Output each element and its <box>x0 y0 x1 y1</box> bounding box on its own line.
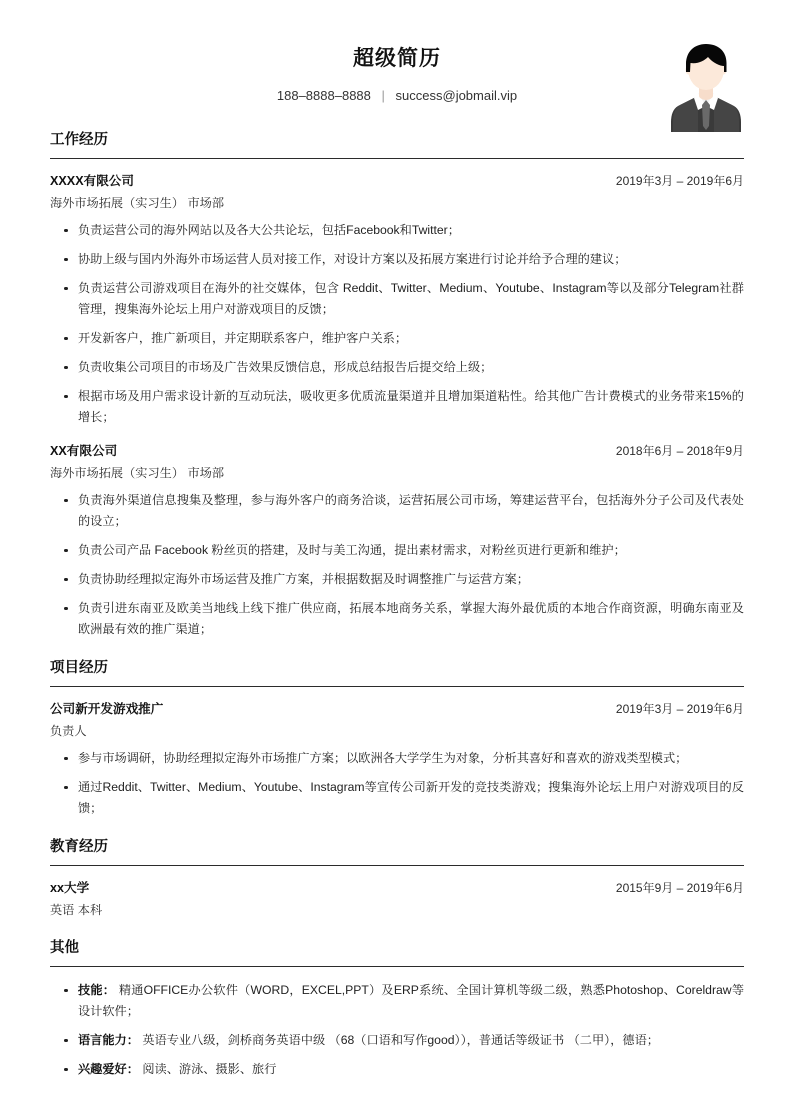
entry-major-degree: 英语 本科 <box>50 903 103 917</box>
education-entry <box>50 879 744 920</box>
section-divider <box>50 966 744 967</box>
list-item: 负责运营公司游戏项目在海外的社交媒体，包含 Reddit、Twitter、Medium、Youtube、Instagram等以及部分Telegram社群管理，搜集海外论坛上用户对游戏项目的反馈； <box>50 278 744 320</box>
section-education <box>50 837 744 920</box>
entry-date-range: 2015年9月 – 2019年6月 <box>615 881 744 895</box>
entry-role: 海外市场拓展（实习生） 市场部 <box>50 196 225 210</box>
person-avatar-icon <box>668 36 744 132</box>
entry-organization: XX有限公司 <box>50 444 118 458</box>
contact-line <box>140 87 654 105</box>
resume-content <box>0 130 794 1080</box>
entry-header <box>50 879 744 898</box>
section-divider <box>50 865 744 866</box>
email-address: success@jobmail.vip <box>395 88 518 103</box>
resume-header <box>0 0 794 118</box>
section-project-experience <box>50 658 744 819</box>
entry-date-range: 2018年6月 – 2018年9月 <box>615 444 744 458</box>
entry-date-range: 2019年3月 – 2019年6月 <box>615 174 744 188</box>
section-divider <box>50 158 744 159</box>
list-item <box>50 1059 744 1080</box>
other-bullet-list <box>50 980 744 1080</box>
list-item: 负责海外渠道信息搜集及整理，参与海外客户的商务洽谈，运营拓展公司市场，筹建运营平台，包括海外分子公司及代表处的设立； <box>50 490 744 532</box>
list-item: 负责运营公司的海外网站以及各大公共论坛，包括Facebook和Twitter； <box>50 220 744 241</box>
experience-entry <box>50 172 744 428</box>
list-item: 协助上级与国内外海外市场运营人员对接工作，对设计方案以及拓展方案进行讨论并给予合理的建议； <box>50 249 744 270</box>
list-item: 参与市场调研，协助经理拟定海外市场推广方案；以欧洲各大学学生为对象，分析其喜好和喜欢的游戏类型模式； <box>50 748 744 769</box>
section-divider <box>50 686 744 687</box>
entry-date-range: 2019年3月 – 2019年6月 <box>615 702 744 716</box>
entry-bullet-list <box>50 748 744 819</box>
section-heading: 项目经历 <box>50 660 108 676</box>
entry-header <box>50 700 744 719</box>
bullet-text: 英语专业八级，剑桥商务英语中级 （68（口语和写作good）），普通话等级证书 （二甲），德语； <box>138 1033 659 1047</box>
entry-organization: XXXX有限公司 <box>50 174 134 188</box>
bullet-label: 语言能力： <box>78 1033 139 1047</box>
entry-organization: 公司新开发游戏推广 <box>50 702 164 716</box>
list-item: 负责引进东南亚及欧美当地线上线下推广供应商，拓展本地商务关系，掌握大海外最优质的本地合作商资源，明确东南亚及欧洲最有效的推广渠道； <box>50 598 744 640</box>
section-other <box>50 938 744 1080</box>
list-item <box>50 980 744 1022</box>
bullet-label: 兴趣爱好： <box>78 1062 139 1076</box>
entry-role: 海外市场拓展（实习生） 市场部 <box>50 466 225 480</box>
list-item: 开发新客户，推广新项目，并定期联系客户，维护客户关系； <box>50 328 744 349</box>
section-heading: 工作经历 <box>50 132 108 148</box>
bullet-text: 阅读、游泳、摄影、旅行 <box>138 1062 277 1076</box>
experience-entry <box>50 442 744 640</box>
phone-number: 188–8888–8888 <box>276 88 371 103</box>
list-item: 根据市场及用户需求设计新的互动玩法，吸收更多优质流量渠道并且增加渠道粘性。给其他广告计费模式的业务带来15%的增长； <box>50 386 744 428</box>
entry-header <box>50 442 744 461</box>
list-item: 通过Reddit、Twitter、Medium、Youtube、Instagram等宣传公司新开发的竞技类游戏；搜集海外论坛上用户对游戏项目的反馈； <box>50 777 744 819</box>
entry-bullet-list <box>50 220 744 428</box>
list-item: 负责公司产品 Facebook 粉丝页的搭建，及时与美工沟通，提出素材需求，对粉丝页进行更新和维护； <box>50 540 744 561</box>
list-item: 负责协助经理拟定海外市场运营及推广方案，并根据数据及时调整推广与运营方案； <box>50 569 744 590</box>
entry-header <box>50 172 744 191</box>
list-item: 负责收集公司项目的市场及广告效果反馈信息，形成总结报告后提交给上级； <box>50 357 744 378</box>
entry-role: 负责人 <box>50 724 87 738</box>
list-item <box>50 1030 744 1051</box>
section-heading: 其他 <box>50 940 79 956</box>
bullet-text: 精通OFFICE办公软件（WORD，EXCEL,PPT）及ERP系统、全国计算机等级二级，熟悉Photoshop、Coreldraw等设计软件； <box>78 983 745 1018</box>
page-title: 超级简历 <box>353 47 441 70</box>
contact-separator: | <box>381 88 385 103</box>
bullet-label: 技能： <box>78 983 116 997</box>
section-work-experience <box>50 130 744 640</box>
section-heading: 教育经历 <box>50 839 108 855</box>
entry-organization: xx大学 <box>50 881 90 895</box>
project-entry <box>50 700 744 819</box>
entry-bullet-list <box>50 490 744 640</box>
